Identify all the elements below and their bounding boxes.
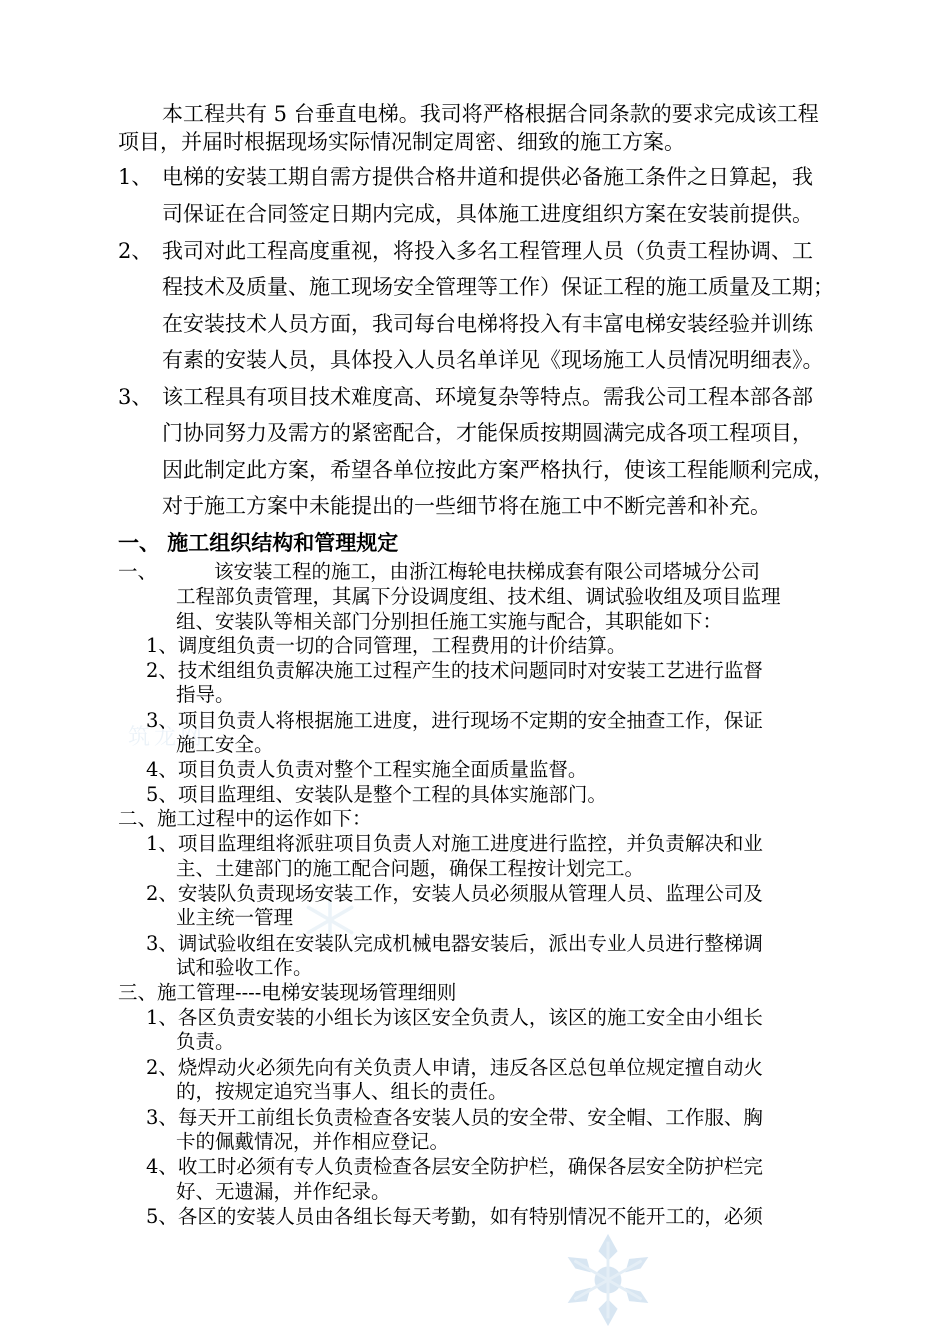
section-1-item-4: 4、项目负责人负责对整个工程实施全面质量监督。 bbox=[146, 758, 588, 781]
intro-line-1: 本工程共有 5 台垂直电梯。我司将严格根据合同条款的要求完成该工程 bbox=[162, 102, 819, 126]
section-3-item-4: 4、收工时必须有专人负责检查各层安全防护栏，确保各层安全防护栏完 bbox=[146, 1155, 763, 1178]
section-3-item-3-cont: 卡的佩戴情况，并作相应登记。 bbox=[176, 1130, 450, 1153]
snowflake-logo-icon bbox=[560, 1232, 656, 1328]
section-1-item-3-cont: 施工安全。 bbox=[176, 733, 274, 756]
section-2-item-3: 3、调试验收组在安装队完成机械电器安装后，派出专业人员进行整梯调 bbox=[146, 932, 763, 955]
point-3-number: 3、 bbox=[118, 385, 153, 409]
point-1-line-1: 电梯的安装工期自需方提供合格井道和提供必备施工条件之日算起，我 bbox=[162, 165, 813, 189]
intro-line-2: 项目，并届时根据现场实际情况制定周密、细致的施工方案。 bbox=[118, 130, 685, 154]
section-3-item-5: 5、各区的安装人员由各组长每天考勤，如有特别情况不能开工的，必须 bbox=[146, 1205, 763, 1228]
section-3-item-4-cont: 好、无遗漏，并作纪录。 bbox=[176, 1180, 391, 1203]
point-3-line-3: 因此制定此方案，希望各单位按此方案严格执行，使该工程能顺利完成， bbox=[162, 458, 834, 482]
point-1-line-2: 司保证在合同签定日期内完成，具体施工进度组织方案在安装前提供。 bbox=[162, 202, 813, 226]
section-2-item-3-cont: 试和验收工作。 bbox=[176, 956, 313, 979]
point-2-line-3: 在安装技术人员方面，我司每台电梯将投入有丰富电梯安装经验并训练 bbox=[162, 312, 813, 336]
section-1-sub-line-1: 该安装工程的施工，由浙江梅轮电扶梯成套有限公司塔城分公司 bbox=[214, 560, 761, 583]
section-1-item-2: 2、技术组组负责解决施工过程产生的技术问题同时对安装工艺进行监督 bbox=[146, 659, 763, 682]
point-2-number: 2、 bbox=[118, 239, 153, 263]
section-1-sub-line-3: 组、安装队等相关部门分别担任施工实施与配合，其职能如下： bbox=[176, 610, 723, 633]
point-2-line-1: 我司对此工程高度重视，将投入多名工程管理人员（负责工程协调、工 bbox=[162, 239, 813, 263]
section-3-item-2: 2、烧焊动火必须先向有关负责人申请，违反各区总包单位规定擅自动火 bbox=[146, 1056, 763, 1079]
point-3-line-1: 该工程具有项目技术难度高、环境复杂等特点。需我公司工程本部各部 bbox=[162, 385, 813, 409]
section-3-item-1-cont: 负责。 bbox=[176, 1030, 235, 1053]
section-2-item-2: 2、安装队负责现场安装工作，安装人员必须服从管理人员、监理公司及 bbox=[146, 882, 763, 905]
point-3-line-4: 对于施工方案中未能提出的一些细节将在施工中不断完善和补充。 bbox=[162, 494, 771, 518]
section-1-sub-number: 一、 bbox=[118, 560, 158, 583]
section-3-item-1: 1、各区负责安装的小组长为该区安全负责人，该区的施工安全由小组长 bbox=[146, 1006, 763, 1029]
section-3-item-3: 3、每天开工前组长负责检查各安装人员的安全带、安全帽、工作服、胸 bbox=[146, 1106, 763, 1129]
point-2-line-4: 有素的安装人员，具体投入人员名单详见《现场施工人员情况明细表》。 bbox=[162, 348, 824, 372]
section-2-item-1-cont: 主、土建部门的施工配合问题，确保工程按计划完工。 bbox=[176, 857, 645, 880]
section-1-item-2-cont: 指导。 bbox=[176, 683, 235, 706]
section-1-item-3: 3、项目负责人将根据施工进度，进行现场不定期的安全抽查工作，保证 bbox=[146, 709, 763, 732]
section-1-heading: 一、 施工组织结构和管理规定 bbox=[118, 531, 399, 555]
point-3-line-2: 门协同努力及需方的紧密配合，才能保质按期圆满完成各项工程项目， bbox=[162, 421, 813, 445]
watermark-text: 筑龙网 bbox=[128, 725, 207, 750]
section-1-sub-line-2: 工程部负责管理，其属下分设调度组、技术组、调试验收组及项目监理 bbox=[176, 585, 781, 608]
section-3-item-2-cont: 的，按规定追究当事人、组长的责任。 bbox=[176, 1080, 508, 1103]
section-2-item-2-cont: 业主统一管理 bbox=[176, 906, 294, 929]
section-1-item-1: 1、调度组负责一切的合同管理，工程费用的计价结算。 bbox=[146, 634, 627, 657]
section-3-heading: 三、施工管理----电梯安装现场管理细则 bbox=[118, 981, 457, 1004]
section-1-item-5: 5、项目监理组、安装队是整个工程的具体实施部门。 bbox=[146, 783, 607, 806]
point-2-line-2: 程技术及质量、施工现场安全管理等工作）保证工程的施工质量及工期； bbox=[162, 275, 834, 299]
point-1-number: 1、 bbox=[118, 165, 153, 189]
section-2-heading: 二、施工过程中的运作如下： bbox=[118, 807, 372, 830]
section-2-item-1: 1、项目监理组将派驻项目负责人对施工进度进行监控，并负责解决和业 bbox=[146, 832, 763, 855]
